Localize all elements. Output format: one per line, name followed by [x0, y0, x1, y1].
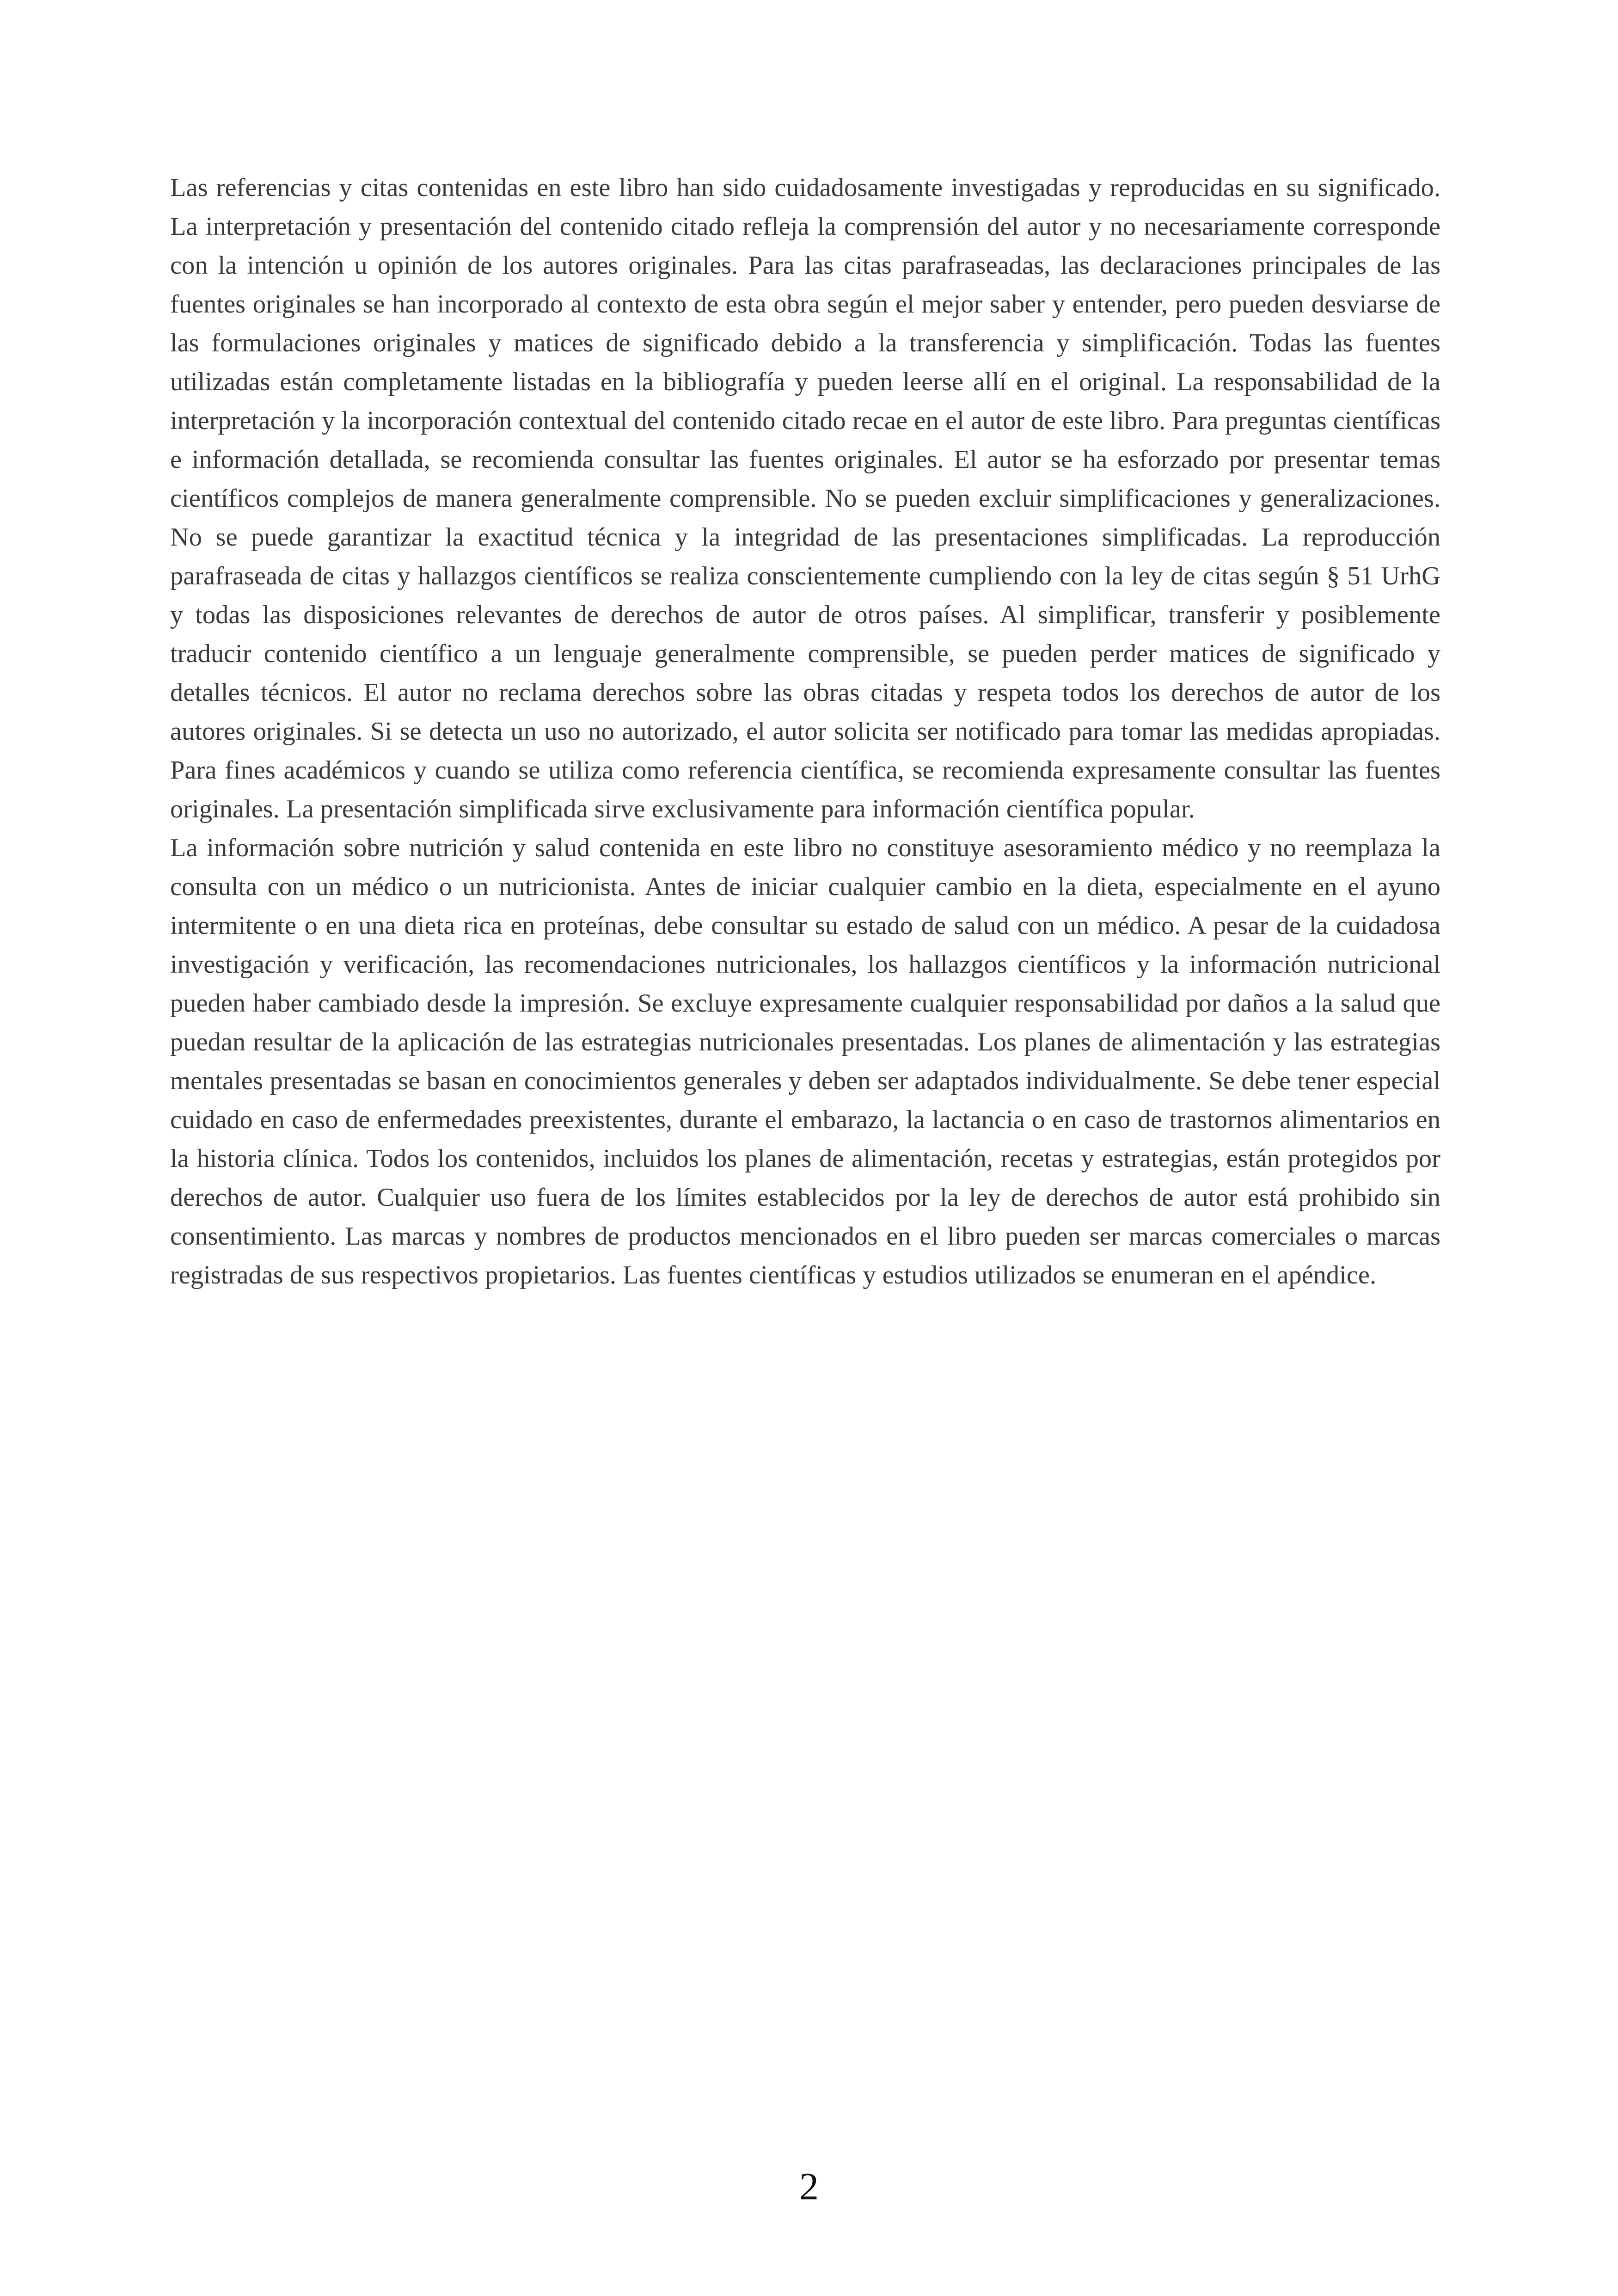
paragraph-health-disclaimer: La información sobre nutrición y salud contenida en este libro no constituye asesoramiento médico y no reemplaza la consulta con un médico o un nutricionista. Antes de iniciar cualquier cambio en la dieta, especialmente en el ayuno intermitente o en una dieta rica en proteínas, debe consultar su estado de salud con un médico. A pesar de la cuidadosa investigación y verificación, las recomendaciones nutricionales, los hallazgos científicos y la información nutricional pueden haber cambiado desde la impresión. Se excluye expresamente cualquier responsabilidad por daños a la salud que puedan resultar de la aplicación de las estrategias nutricionales presentadas. Los planes de alimentación y las estrategias mentales presentadas se basan en conocimientos generales y deben ser adaptados individualmente. Se debe tener especial cuidado en caso de enfermedades preexistentes, durante el embarazo, la lactancia o en caso de trastornos alimentarios en la historia clínica. Todos los contenidos, incluidos los planes de alimentación, recetas y estrategias, están protegidos por derechos de autor. Cualquier uso fuera de los límites establecidos por la ley de derechos de autor está prohibido sin consentimiento. Las marcas y nombres de productos mencionados en el libro pueden ser marcas comerciales o marcas registradas de sus respectivos propietarios. Las fuentes científicas y estudios utilizados se enumeran en el apéndice.: [170, 834, 1440, 1289]
paragraph-citations-disclaimer: Las referencias y citas contenidas en este libro han sido cuidadosamente investigadas y reproducidas en su significado. La interpretación y presentación del contenido citado refleja la comprensión del autor y no necesariamente corresponde con la intención u opinión de los autores originales. Para las citas parafraseadas, las declaraciones principales de las fuentes originales se han incorporado al contexto de esta obra según el mejor saber y entender, pero pueden desviarse de las formulaciones originales y matices de significado debido a la transferencia y simplificación. Todas las fuentes utilizadas están completamente listadas en la bibliografía y pueden leerse allí en el original. La responsabilidad de la interpretación y la incorporación contextual del contenido citado recae en el autor de este libro. Para preguntas científicas e información detallada, se recomienda consultar las fuentes originales. El autor se ha esforzado por presentar temas científicos complejos de manera generalmente comprensible. No se pueden excluir simplificaciones y generalizaciones. No se puede garantizar la exactitud técnica y la integridad de las presentaciones simplificadas. La reproducción parafraseada de citas y hallazgos científicos se realiza conscientemente cumpliendo con la ley de citas según § 51 UrhG y todas las disposiciones relevantes de derechos de autor de otros países. Al simplificar, transferir y posiblemente traducir contenido científico a un lenguaje generalmente comprensible, se pueden perder matices de significado y detalles técnicos. El autor no reclama derechos sobre las obras citadas y respeta todos los derechos de autor de los autores originales. Si se detecta un uso no autorizado, el autor solicita ser notificado para tomar las medidas apropiadas. Para fines académicos y cuando se utiliza como referencia científica, se recomienda expresamente consultar las fuentes originales. La presentación simplificada sirve exclusivamente para información científica popular.: [170, 173, 1440, 823]
page-number: 2: [799, 2165, 819, 2208]
body-text: [170, 168, 1440, 1295]
